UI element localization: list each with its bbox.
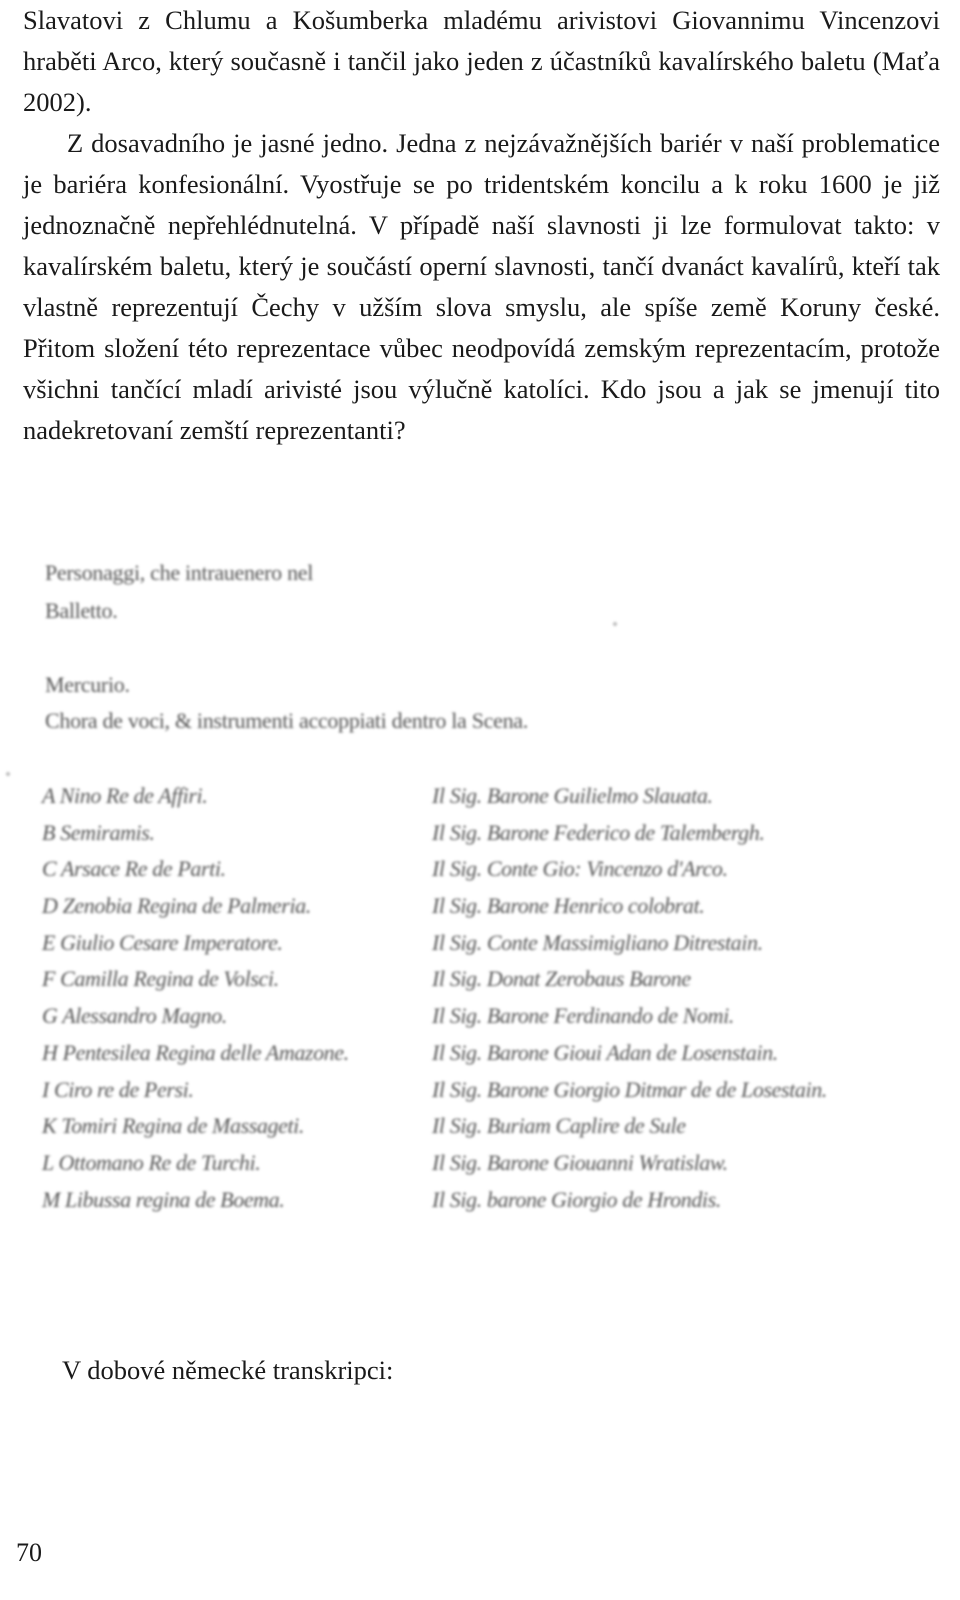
character-row: C Arsace Re de Parti. bbox=[42, 856, 226, 882]
body-text bbox=[23, 0, 940, 451]
scan-characters-column bbox=[42, 778, 349, 1218]
dancer-row: Il Sig. Barone Gioui Adan de Losenstain. bbox=[432, 1039, 778, 1065]
dancer-row: Il Sig. Conte Massimigliano Ditrestain. bbox=[432, 929, 763, 955]
character-row: M Libussa regina de Boema. bbox=[42, 1186, 285, 1212]
scan-mercurio: Mercurio. bbox=[45, 672, 130, 697]
paragraph-2: Z dosavadního je jasné jedno. Jedna z nejzávažnějších bariér v naší problematice je bariéra konfesionální. Vyostřuje se po tridentském koncilu a k roku 1600 je již jednoznačně nepřehlédnutelná. V případě naší slavnosti ji lze formulovat takto: v kavalírském baletu, který je součástí operní slavnosti, tančí dvanáct kavalírů, kteří tak vlastně reprezentují Čechy v užším slova smyslu, ale spíše země Koruny české. Přitom složení této reprezentace vůbec neodpovídá zemským reprezentacím, protože všichni tančící mladí arivisté jsou výlučně katolíci. Kdo jsou a jak se jmenují tito nadekretovaní zemští reprezentanti? bbox=[23, 128, 940, 445]
dancer-row: Il Sig. Conte Gio: Vincenzo d'Arco. bbox=[432, 856, 728, 882]
section-subheading: V dobové německé transkripci: bbox=[62, 1355, 394, 1385]
character-row: A Nino Re de Affiri. bbox=[42, 783, 208, 808]
dancer-row: Il Sig. Barone Guilielmo Slauata. bbox=[432, 783, 713, 808]
dancer-row: Il Sig. Barone Giouanni Wratislaw. bbox=[432, 1149, 728, 1175]
dancer-row: Il Sig. Barone Federico de Talembergh. bbox=[432, 819, 765, 845]
scanned-program-image bbox=[0, 560, 960, 1250]
character-row: E Giulio Cesare Imperatore. bbox=[42, 929, 283, 955]
character-row: I Ciro re de Persi. bbox=[42, 1076, 194, 1102]
character-row: D Zenobia Regina de Palmeria. bbox=[42, 893, 311, 919]
scan-chorus: Chora de voci, & instrumenti accoppiati dentro la Scena. bbox=[45, 708, 528, 733]
scan-heading-line-2: Balletto. bbox=[45, 598, 118, 623]
dancer-row: Il Sig. Buriam Caplire de Sule bbox=[432, 1113, 686, 1139]
dancer-row: Il Sig. Barone Ferdinando de Nomi. bbox=[432, 1003, 734, 1029]
scan-speck bbox=[613, 622, 617, 626]
dancer-row: Il Sig. Donat Zerobaus Barone bbox=[432, 966, 691, 992]
scan-speck bbox=[6, 772, 10, 776]
character-row: G Alessandro Magno. bbox=[42, 1003, 227, 1029]
scan-heading-line-1: Personaggi, che intrauenero nel bbox=[45, 560, 314, 585]
paragraph-1: Slavatovi z Chlumu a Košumberka mladému arivistovi Giovannimu Vincenzovi hraběti Arco, který současně i tančil jako jeden z účastníků kavalírského baletu (Maťa 2002). bbox=[23, 5, 940, 117]
character-row: K Tomiri Regina de Massageti. bbox=[42, 1113, 304, 1139]
dancer-row: Il Sig. barone Giorgio de Hrondis. bbox=[432, 1186, 721, 1212]
dancer-row: Il Sig. Barone Henrico colobrat. bbox=[432, 893, 705, 919]
page-number: 70 bbox=[16, 1538, 42, 1567]
character-row: L Ottomano Re de Turchi. bbox=[42, 1149, 261, 1175]
dancer-row: Il Sig. Barone Giorgio Ditmar de de Losestain. bbox=[432, 1076, 827, 1102]
scan-dancers-column bbox=[432, 778, 827, 1218]
character-row: F Camilla Regina de Volsci. bbox=[42, 966, 279, 992]
character-row: B Semiramis. bbox=[42, 819, 155, 845]
character-row: H Pentesilea Regina delle Amazone. bbox=[42, 1039, 349, 1065]
